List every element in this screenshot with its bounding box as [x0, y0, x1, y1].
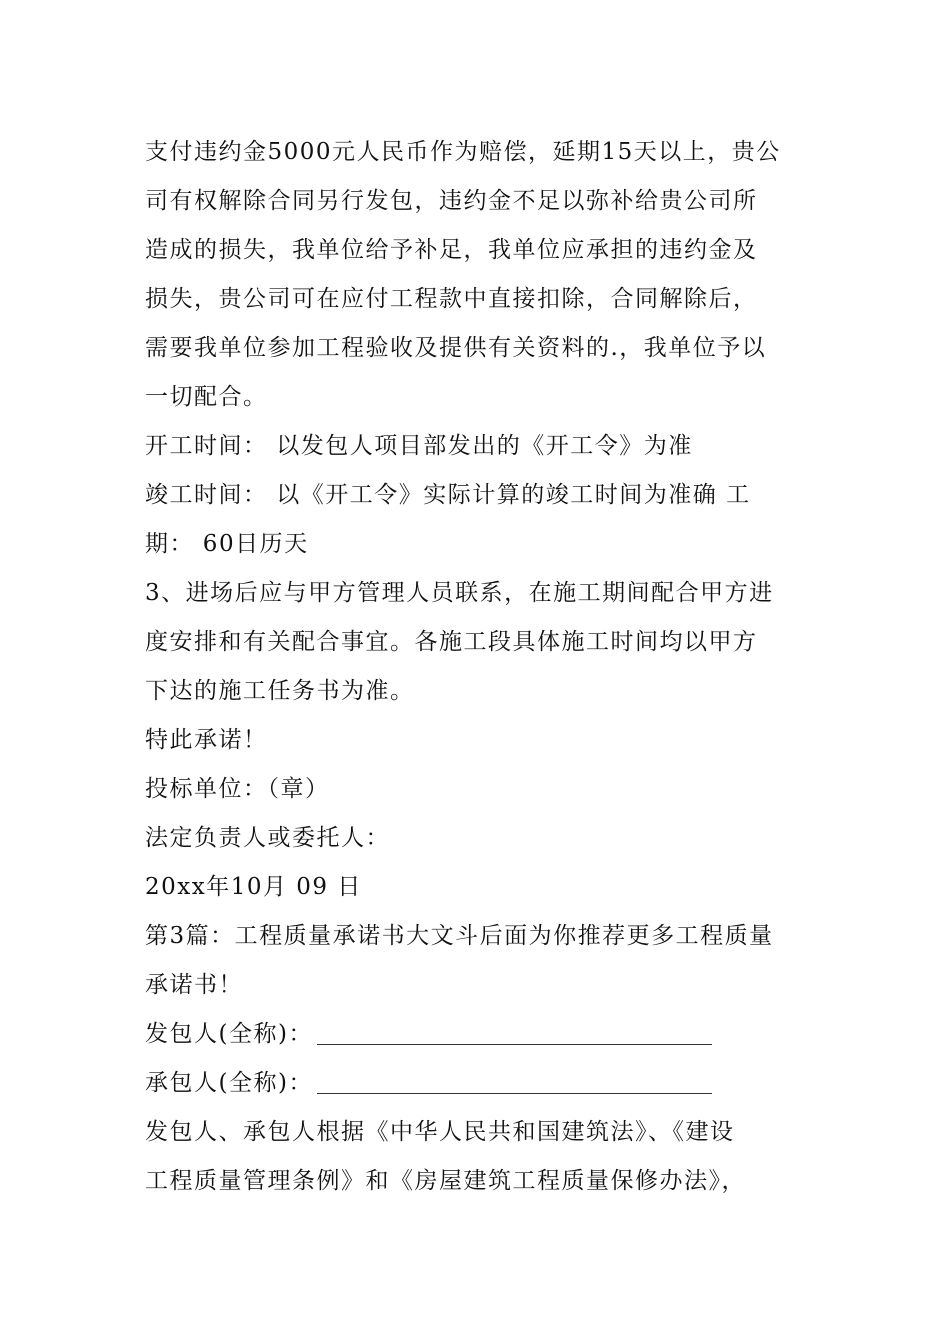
employer-label: 发包人(全称)：	[145, 1021, 313, 1047]
paragraph-line: 一切配合。	[145, 384, 268, 410]
paragraph-line: 支付违约金5000元人民币作为赔偿，延期15天以上，贵公	[145, 139, 781, 165]
document-body	[145, 128, 810, 1206]
completion-time-line: 竣工时间： 以《开工令》实际计算的竣工时间为准确 工	[145, 482, 751, 508]
paragraph-line: 3、进场后应与甲方管理人员联系，在施工期间配合甲方进	[145, 580, 774, 606]
paragraph-line: 造成的损失，我单位给予补足，我单位应承担的违约金及	[145, 237, 758, 263]
legal-representative-line: 法定负责人或委托人：	[145, 825, 390, 851]
employer-field	[145, 1010, 810, 1059]
employer-blank	[317, 1026, 712, 1045]
duration-line: 期： 60日历天	[145, 531, 309, 557]
bidder-seal-line: 投标单位：（章）	[145, 776, 330, 802]
contractor-label: 承包人(全称)：	[145, 1070, 313, 1096]
paragraph-line: 工程质量管理条例》和《房屋建筑工程质量保修办法》，	[145, 1168, 746, 1194]
paragraph-line: 下达的施工任务书为准。	[145, 678, 415, 704]
contractor-blank	[317, 1075, 712, 1094]
paragraph-line: 需要我单位参加工程验收及提供有关资料的.，我单位予以	[145, 335, 767, 361]
paragraph-line: 发包人、承包人根据《中华人民共和国建筑法》、《建设	[145, 1119, 735, 1145]
closing-statement: 特此承诺！	[145, 727, 268, 753]
section-heading-line: 承诺书！	[145, 972, 243, 998]
contractor-field	[145, 1059, 810, 1108]
paragraph-line: 度安排和有关配合事宜。各施工段具体施工时间均以甲方	[145, 629, 758, 655]
paragraph-line: 损失，贵公司可在应付工程款中直接扣除，合同解除后，	[145, 286, 758, 312]
section-heading-line: 第3篇：工程质量承诺书大文斗后面为你推荐更多工程质量	[145, 923, 774, 949]
start-time-line: 开工时间： 以发包人项目部发出的《开工令》为准	[145, 433, 693, 459]
paragraph-line: 司有权解除合同另行发包，违约金不足以弥补给贵公司所	[145, 188, 758, 214]
date-line: 20xx年10月 09 日	[145, 874, 362, 900]
